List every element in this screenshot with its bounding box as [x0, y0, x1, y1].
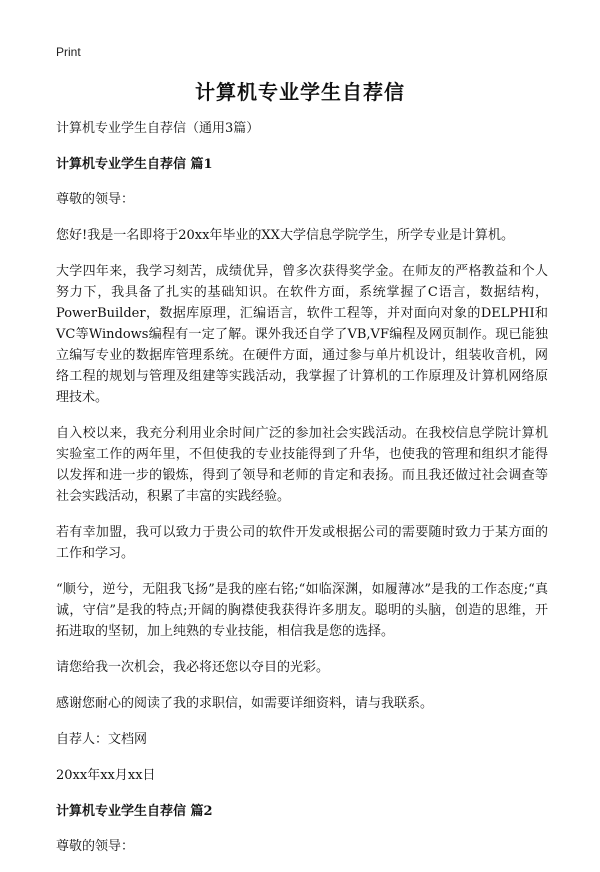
paragraph: 大学四年来，我学习刻苦，成绩优异，曾多次获得奖学金。在师友的严格教益和个人努力下，我具备了扎实的基础知识。在软件方面，系统掌握了C语言，数据结构，PowerBuilder，数据库原理，汇编语言，软件工程等，并对面向对象的DELPHI和VC等Windows编程有一定了解。课外我还自学了VB,VF编程及网页制作。现已能独立编写专业的数据库管理系统。在硬件方面，通过参与单片机设计，组装收音机，网络工程的规划与管理及组建等实践活动，我掌握了计算机的工作原理及计算机网络原理技术。 [56, 264, 548, 405]
section-heading-1: 计算机专业学生自荐信 篇1 [56, 157, 213, 172]
page-title: 计算机专业学生自荐信 [195, 80, 405, 104]
salutation-1: 尊敬的领导： [56, 192, 135, 207]
paragraph: 感谢您耐心的阅读了我的求职信，如需要详细资料，请与我联系。 [56, 696, 434, 711]
paragraph: 若有幸加盟，我可以致力于贵公司的软件开发或根据公司的需要随时致力于某方面的工作和学习。 [56, 525, 548, 561]
document-subtitle: 计算机专业学生自荐信（通用3篇） [56, 121, 260, 136]
letter-date: 20xx年xx月xx日 [56, 768, 156, 783]
paragraph: 自入校以来，我充分利用业余时间广泛的参加社会实践活动。在我校信息学院计算机实验室工作的两年里，不但使我的专业技能得到了升华，也使我的管理和组织才能得以发挥和进一步的锻炼，得到了领导和老师的肯定和表扬。而且我还做过社会调查等社会实践活动，积累了丰富的实践经验。 [56, 426, 548, 504]
section-heading-2: 计算机专业学生自荐信 篇2 [56, 804, 213, 819]
paragraph: 您好!我是一名即将于20xx年毕业的XX大学信息学院学生，所学专业是计算机。 [56, 228, 514, 243]
print-link[interactable]: Print [56, 45, 81, 59]
paragraph: 请您给我一次机会，我必将还您以夺目的光彩。 [56, 660, 330, 675]
salutation-2: 尊敬的领导： [56, 839, 135, 854]
signature: 自荐人：文档网 [56, 732, 148, 747]
document-body [56, 118, 548, 872]
paragraph: “顺兮，逆兮，无阻我飞扬”是我的座右铭;“如临深渊，如履薄冰”是我的工作态度;“真诚，守信”是我的特点;开阔的胸襟使我获得许多朋友。聪明的头脑，创造的思维，开拓进取的坚韧，加上纯熟的专业技能，相信我是您的选择。 [56, 582, 548, 639]
